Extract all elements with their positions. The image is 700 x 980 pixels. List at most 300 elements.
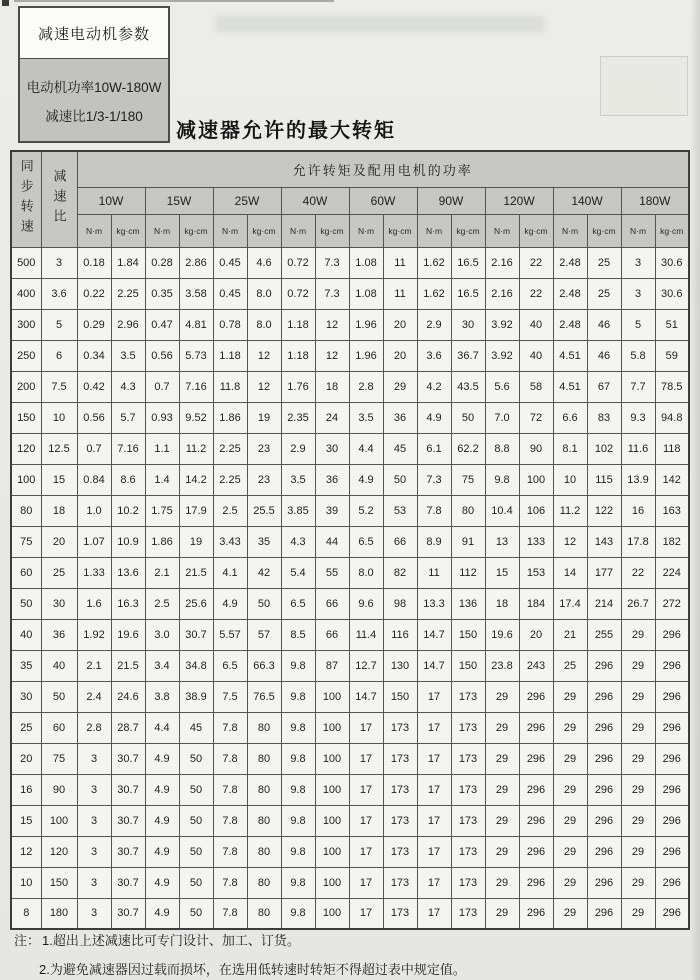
power-column-140w: 140W (553, 187, 621, 214)
cell-torque-nm: 3.85 (281, 495, 315, 526)
cell-torque-kgcm: 12 (247, 371, 281, 402)
cell-torque-nm: 1.75 (145, 495, 179, 526)
cell-torque-nm: 4.9 (145, 743, 179, 774)
cell-torque-nm: 0.93 (145, 402, 179, 433)
cell-torque-kgcm: 28.7 (111, 712, 145, 743)
unit-kgcm: kg·cm (519, 214, 553, 247)
cell-sync-speed: 16 (11, 774, 41, 805)
cell-torque-nm: 1.96 (349, 340, 383, 371)
cell-torque-kgcm: 1.84 (111, 247, 145, 278)
table-row (11, 836, 689, 867)
cell-torque-nm: 9.8 (281, 650, 315, 681)
cell-torque-nm: 4.4 (145, 712, 179, 743)
cell-torque-kgcm: 46 (587, 309, 621, 340)
cell-torque-kgcm: 133 (519, 526, 553, 557)
cell-torque-nm: 4.4 (349, 433, 383, 464)
cell-torque-kgcm: 30.7 (111, 898, 145, 929)
cell-torque-nm: 29 (485, 867, 519, 898)
cell-torque-nm: 29 (621, 774, 655, 805)
cell-torque-nm: 0.7 (145, 371, 179, 402)
cell-torque-kgcm: 82 (383, 557, 417, 588)
cell-torque-kgcm: 2.96 (111, 309, 145, 340)
cell-torque-kgcm: 66.3 (247, 650, 281, 681)
power-column-60w: 60W (349, 187, 417, 214)
cell-torque-kgcm: 296 (519, 743, 553, 774)
cell-torque-kgcm: 7.3 (315, 278, 349, 309)
cell-torque-nm: 0.78 (213, 309, 247, 340)
cell-torque-nm: 2.5 (213, 495, 247, 526)
cell-torque-kgcm: 150 (451, 619, 485, 650)
cell-torque-nm: 29 (621, 867, 655, 898)
cell-torque-nm: 29 (621, 898, 655, 929)
cell-torque-nm: 2.8 (349, 371, 383, 402)
cell-torque-kgcm: 87 (315, 650, 349, 681)
cell-torque-nm: 15 (485, 557, 519, 588)
cell-sync-speed: 35 (11, 650, 41, 681)
cell-reduction-ratio: 30 (41, 588, 77, 619)
cell-torque-kgcm: 4.3 (111, 371, 145, 402)
cell-torque-nm: 7.7 (621, 371, 655, 402)
cell-torque-nm: 7.8 (213, 867, 247, 898)
cell-sync-speed: 75 (11, 526, 41, 557)
cell-torque-kgcm: 50 (179, 898, 213, 929)
cell-torque-nm: 2.25 (213, 433, 247, 464)
cell-torque-nm: 9.8 (281, 867, 315, 898)
cell-reduction-ratio: 12.5 (41, 433, 77, 464)
cell-torque-nm: 29 (621, 712, 655, 743)
table-row (11, 898, 689, 929)
cell-torque-kgcm: 100 (315, 867, 349, 898)
cell-torque-kgcm: 100 (315, 712, 349, 743)
cell-reduction-ratio: 100 (41, 805, 77, 836)
cell-torque-nm: 29 (553, 898, 587, 929)
cell-torque-kgcm: 296 (587, 867, 621, 898)
cell-torque-kgcm: 23 (247, 433, 281, 464)
cell-sync-speed: 10 (11, 867, 41, 898)
cell-torque-nm: 3.43 (213, 526, 247, 557)
cell-torque-nm: 7.8 (213, 774, 247, 805)
cell-torque-nm: 3 (77, 836, 111, 867)
page-edge-shadow (690, 0, 700, 980)
table-row (11, 712, 689, 743)
cell-torque-kgcm: 25 (587, 278, 621, 309)
cell-torque-kgcm: 12 (315, 309, 349, 340)
cell-torque-nm: 26.7 (621, 588, 655, 619)
cell-torque-nm: 1.76 (281, 371, 315, 402)
info-box-title (18, 6, 170, 60)
cell-torque-nm: 3 (77, 743, 111, 774)
cell-sync-speed: 15 (11, 805, 41, 836)
cell-torque-nm: 14.7 (417, 619, 451, 650)
cell-torque-nm: 29 (485, 898, 519, 929)
cell-torque-kgcm: 22 (519, 278, 553, 309)
cell-torque-nm: 1.92 (77, 619, 111, 650)
cell-torque-nm: 3.5 (281, 464, 315, 495)
cell-sync-speed: 20 (11, 743, 41, 774)
cell-torque-nm: 29 (553, 712, 587, 743)
cell-torque-nm: 17 (417, 805, 451, 836)
cell-torque-kgcm: 25.6 (179, 588, 213, 619)
power-column-180w: 180W (621, 187, 689, 214)
cell-torque-kgcm: 94.8 (655, 402, 689, 433)
cell-torque-kgcm: 100 (315, 743, 349, 774)
cell-torque-kgcm: 118 (655, 433, 689, 464)
cell-torque-nm: 4.1 (213, 557, 247, 588)
cell-torque-nm: 0.47 (145, 309, 179, 340)
scan-corner-mark (2, 0, 9, 6)
cell-torque-kgcm: 296 (519, 681, 553, 712)
cell-torque-kgcm: 67 (587, 371, 621, 402)
cell-reduction-ratio: 5 (41, 309, 77, 340)
cell-torque-kgcm: 173 (451, 743, 485, 774)
cell-torque-kgcm: 100 (315, 898, 349, 929)
cell-torque-nm: 3.0 (145, 619, 179, 650)
cell-torque-nm: 7.8 (213, 836, 247, 867)
cell-torque-nm: 4.9 (145, 898, 179, 929)
cell-torque-nm: 17 (417, 867, 451, 898)
cell-torque-kgcm: 36 (315, 464, 349, 495)
cell-sync-speed: 25 (11, 712, 41, 743)
cell-torque-kgcm: 23 (247, 464, 281, 495)
cell-torque-kgcm: 30.7 (179, 619, 213, 650)
cell-torque-nm: 29 (621, 681, 655, 712)
cell-reduction-ratio: 180 (41, 898, 77, 929)
cell-torque-kgcm: 18 (315, 371, 349, 402)
unit-kgcm: kg·cm (383, 214, 417, 247)
cell-torque-nm: 9.8 (281, 898, 315, 929)
cell-torque-nm: 10 (553, 464, 587, 495)
cell-torque-kgcm: 8.0 (247, 278, 281, 309)
cell-torque-nm: 29 (553, 805, 587, 836)
cell-torque-nm: 17.4 (553, 588, 587, 619)
reduction-ratio-range: 减速比1/3-1/180 (45, 108, 143, 124)
cell-torque-kgcm: 182 (655, 526, 689, 557)
cell-torque-kgcm: 35 (247, 526, 281, 557)
cell-torque-kgcm: 5.73 (179, 340, 213, 371)
cell-torque-kgcm: 3.5 (111, 340, 145, 371)
cell-torque-kgcm: 30.6 (655, 247, 689, 278)
cell-torque-kgcm: 58 (519, 371, 553, 402)
cell-torque-kgcm: 25 (587, 247, 621, 278)
info-box-specs (18, 58, 170, 143)
cell-torque-nm: 11 (417, 557, 451, 588)
cell-torque-nm: 29 (485, 743, 519, 774)
cell-torque-nm: 3 (621, 247, 655, 278)
cell-torque-nm: 14.7 (417, 650, 451, 681)
unit-nm: N·m (553, 214, 587, 247)
cell-torque-nm: 3.4 (145, 650, 179, 681)
cell-torque-kgcm: 29 (383, 371, 417, 402)
cell-torque-kgcm: 173 (451, 898, 485, 929)
cell-torque-nm: 1.0 (77, 495, 111, 526)
cell-torque-kgcm: 30.7 (111, 805, 145, 836)
reverse-page-ghosting (215, 16, 545, 32)
cell-torque-kgcm: 5.7 (111, 402, 145, 433)
cell-torque-kgcm: 136 (451, 588, 485, 619)
cell-torque-kgcm: 7.16 (111, 433, 145, 464)
cell-torque-nm: 8.1 (553, 433, 587, 464)
cell-sync-speed: 300 (11, 309, 41, 340)
cell-torque-nm: 2.9 (281, 433, 315, 464)
cell-torque-kgcm: 46 (587, 340, 621, 371)
cell-torque-nm: 0.56 (77, 402, 111, 433)
table-row (11, 278, 689, 309)
cell-torque-nm: 3 (77, 898, 111, 929)
cell-torque-nm: 1.07 (77, 526, 111, 557)
cell-torque-nm: 4.9 (349, 464, 383, 495)
cell-reduction-ratio: 60 (41, 712, 77, 743)
cell-torque-nm: 9.8 (485, 464, 519, 495)
cell-torque-kgcm: 39 (315, 495, 349, 526)
cell-torque-nm: 13.3 (417, 588, 451, 619)
cell-torque-kgcm: 36 (383, 402, 417, 433)
footnote-2: 2.为避免减速器因过载而损坏，在选用低转速时转矩不得超过表中规定值。 (39, 962, 466, 977)
cell-torque-nm: 29 (485, 836, 519, 867)
footnote-1: 1.超出上述减速比可专门设计、加工、订货。 (42, 933, 300, 948)
cell-torque-kgcm: 50 (179, 867, 213, 898)
cell-torque-nm: 7.8 (213, 898, 247, 929)
cell-torque-nm: 4.2 (417, 371, 451, 402)
unit-nm: N·m (485, 214, 519, 247)
cell-torque-nm: 8.0 (349, 557, 383, 588)
cell-torque-kgcm: 50 (247, 588, 281, 619)
cell-sync-speed: 50 (11, 588, 41, 619)
cell-torque-nm: 9.8 (281, 836, 315, 867)
cell-torque-nm: 14 (553, 557, 587, 588)
unit-kgcm: kg·cm (179, 214, 213, 247)
table-header-row-units (11, 214, 689, 247)
cell-torque-kgcm: 91 (451, 526, 485, 557)
cell-torque-nm: 5.57 (213, 619, 247, 650)
cell-torque-nm: 1.18 (213, 340, 247, 371)
col-header-sync-speed: 同步转速 (11, 151, 41, 247)
cell-torque-nm: 17 (417, 898, 451, 929)
cell-torque-nm: 0.18 (77, 247, 111, 278)
cell-torque-nm: 5.2 (349, 495, 383, 526)
cell-torque-kgcm: 80 (247, 898, 281, 929)
cell-torque-nm: 4.9 (145, 836, 179, 867)
cell-reduction-ratio: 15 (41, 464, 77, 495)
footnote-label: 注： (14, 933, 41, 948)
cell-torque-kgcm: 100 (519, 464, 553, 495)
cell-torque-nm: 0.22 (77, 278, 111, 309)
cell-torque-kgcm: 10.2 (111, 495, 145, 526)
cell-torque-kgcm: 296 (519, 898, 553, 929)
cell-torque-kgcm: 22 (519, 247, 553, 278)
cell-torque-kgcm: 80 (247, 743, 281, 774)
table-header-row-span (11, 151, 689, 187)
cell-torque-nm: 2.48 (553, 247, 587, 278)
power-column-40w: 40W (281, 187, 349, 214)
cell-torque-nm: 0.84 (77, 464, 111, 495)
cell-sync-speed: 250 (11, 340, 41, 371)
cell-torque-nm: 7.3 (417, 464, 451, 495)
cell-torque-kgcm: 50 (179, 774, 213, 805)
cell-torque-kgcm: 34.8 (179, 650, 213, 681)
cell-torque-nm: 2.5 (145, 588, 179, 619)
cell-torque-kgcm: 25.5 (247, 495, 281, 526)
cell-torque-kgcm: 43.5 (451, 371, 485, 402)
cell-torque-kgcm: 296 (655, 650, 689, 681)
cell-reduction-ratio: 20 (41, 526, 77, 557)
cell-reduction-ratio: 50 (41, 681, 77, 712)
cell-torque-nm: 1.62 (417, 247, 451, 278)
cell-reduction-ratio: 25 (41, 557, 77, 588)
cell-reduction-ratio: 75 (41, 743, 77, 774)
cell-torque-kgcm: 296 (587, 774, 621, 805)
cell-torque-nm: 4.51 (553, 371, 587, 402)
cell-torque-nm: 29 (553, 743, 587, 774)
cell-torque-nm: 4.51 (553, 340, 587, 371)
cell-torque-nm: 17 (349, 898, 383, 929)
cell-sync-speed: 40 (11, 619, 41, 650)
table-row (11, 588, 689, 619)
cell-torque-nm: 5.6 (485, 371, 519, 402)
cell-torque-nm: 7.8 (417, 495, 451, 526)
cell-torque-kgcm: 4.81 (179, 309, 213, 340)
table-header-row-power (11, 187, 689, 214)
cell-torque-kgcm: 30.6 (655, 278, 689, 309)
cell-torque-nm: 9.8 (281, 805, 315, 836)
cell-torque-nm: 2.8 (77, 712, 111, 743)
cell-torque-nm: 29 (553, 867, 587, 898)
cell-torque-nm: 4.9 (145, 805, 179, 836)
cell-torque-kgcm: 173 (451, 712, 485, 743)
cell-torque-nm: 9.8 (281, 712, 315, 743)
cell-torque-nm: 29 (485, 805, 519, 836)
cell-torque-kgcm: 296 (519, 867, 553, 898)
cell-torque-kgcm: 173 (383, 774, 417, 805)
cell-torque-nm: 16 (621, 495, 655, 526)
cell-torque-kgcm: 50 (179, 743, 213, 774)
cell-torque-kgcm: 8.6 (111, 464, 145, 495)
cell-torque-kgcm: 11.2 (179, 433, 213, 464)
unit-nm: N·m (145, 214, 179, 247)
cell-torque-kgcm: 83 (587, 402, 621, 433)
table-row (11, 402, 689, 433)
cell-torque-nm: 4.9 (145, 867, 179, 898)
table-row (11, 867, 689, 898)
cell-torque-nm: 19.6 (485, 619, 519, 650)
cell-torque-nm: 12.7 (349, 650, 383, 681)
cell-torque-kgcm: 296 (655, 619, 689, 650)
table-row (11, 619, 689, 650)
cell-sync-speed: 500 (11, 247, 41, 278)
cell-reduction-ratio: 7.5 (41, 371, 77, 402)
cell-torque-kgcm: 173 (451, 681, 485, 712)
cell-torque-kgcm: 76.5 (247, 681, 281, 712)
cell-torque-nm: 9.8 (281, 774, 315, 805)
cell-torque-nm: 2.1 (77, 650, 111, 681)
cell-torque-nm: 9.6 (349, 588, 383, 619)
cell-torque-nm: 7.0 (485, 402, 519, 433)
cell-torque-kgcm: 2.25 (111, 278, 145, 309)
cell-torque-nm: 0.72 (281, 247, 315, 278)
table-row (11, 774, 689, 805)
cell-torque-nm: 17 (349, 836, 383, 867)
cell-torque-nm: 17 (349, 774, 383, 805)
reverse-page-ghost-box (600, 56, 688, 116)
cell-torque-nm: 1.86 (145, 526, 179, 557)
cell-torque-nm: 2.9 (417, 309, 451, 340)
cell-torque-kgcm: 53 (383, 495, 417, 526)
cell-torque-nm: 5.8 (621, 340, 655, 371)
cell-torque-nm: 0.72 (281, 278, 315, 309)
cell-torque-kgcm: 255 (587, 619, 621, 650)
cell-torque-kgcm: 173 (383, 805, 417, 836)
cell-torque-kgcm: 80 (247, 712, 281, 743)
cell-torque-kgcm: 12 (247, 340, 281, 371)
cell-torque-nm: 6.1 (417, 433, 451, 464)
cell-torque-nm: 0.7 (77, 433, 111, 464)
table-row (11, 371, 689, 402)
cell-torque-kgcm: 51 (655, 309, 689, 340)
cell-torque-nm: 17 (417, 712, 451, 743)
cell-torque-nm: 1.18 (281, 340, 315, 371)
table-row (11, 247, 689, 278)
cell-torque-nm: 11.6 (621, 433, 655, 464)
cell-torque-kgcm: 40 (519, 340, 553, 371)
cell-torque-kgcm: 3.58 (179, 278, 213, 309)
cell-torque-kgcm: 12 (315, 340, 349, 371)
cell-torque-kgcm: 296 (655, 743, 689, 774)
cell-torque-kgcm: 30.7 (111, 867, 145, 898)
cell-torque-nm: 3 (621, 278, 655, 309)
cell-torque-nm: 21 (553, 619, 587, 650)
cell-torque-kgcm: 21.5 (179, 557, 213, 588)
cell-torque-kgcm: 30 (315, 433, 349, 464)
table-row (11, 433, 689, 464)
cell-torque-nm: 1.08 (349, 278, 383, 309)
cell-torque-nm: 17 (349, 805, 383, 836)
cell-torque-kgcm: 90 (519, 433, 553, 464)
cell-torque-nm: 11.8 (213, 371, 247, 402)
cell-torque-kgcm: 4.6 (247, 247, 281, 278)
cell-torque-nm: 4.9 (417, 402, 451, 433)
cell-torque-kgcm: 106 (519, 495, 553, 526)
cell-torque-kgcm: 80 (451, 495, 485, 526)
cell-torque-kgcm: 19 (179, 526, 213, 557)
cell-torque-kgcm: 66 (315, 588, 349, 619)
cell-torque-kgcm: 50 (179, 836, 213, 867)
cell-torque-kgcm: 30.7 (111, 743, 145, 774)
cell-torque-kgcm: 19.6 (111, 619, 145, 650)
cell-torque-kgcm: 45 (383, 433, 417, 464)
power-column-120w: 120W (485, 187, 553, 214)
cell-torque-kgcm: 163 (655, 495, 689, 526)
cell-torque-nm: 29 (621, 805, 655, 836)
cell-torque-nm: 29 (621, 836, 655, 867)
cell-torque-nm: 2.16 (485, 247, 519, 278)
cell-torque-kgcm: 72 (519, 402, 553, 433)
cell-torque-nm: 1.18 (281, 309, 315, 340)
cell-sync-speed: 200 (11, 371, 41, 402)
cell-torque-kgcm: 11 (383, 247, 417, 278)
cell-torque-kgcm: 224 (655, 557, 689, 588)
cell-torque-nm: 7.5 (213, 681, 247, 712)
power-column-25w: 25W (213, 187, 281, 214)
unit-nm: N·m (417, 214, 451, 247)
table-row (11, 495, 689, 526)
cell-torque-kgcm: 30.7 (111, 774, 145, 805)
unit-kgcm: kg·cm (451, 214, 485, 247)
cell-torque-kgcm: 153 (519, 557, 553, 588)
motor-power-range: 电动机功率10W-180W (26, 79, 162, 95)
unit-kgcm: kg·cm (111, 214, 145, 247)
cell-torque-nm: 3.5 (349, 402, 383, 433)
cell-torque-nm: 17 (417, 836, 451, 867)
cell-torque-nm: 0.45 (213, 278, 247, 309)
